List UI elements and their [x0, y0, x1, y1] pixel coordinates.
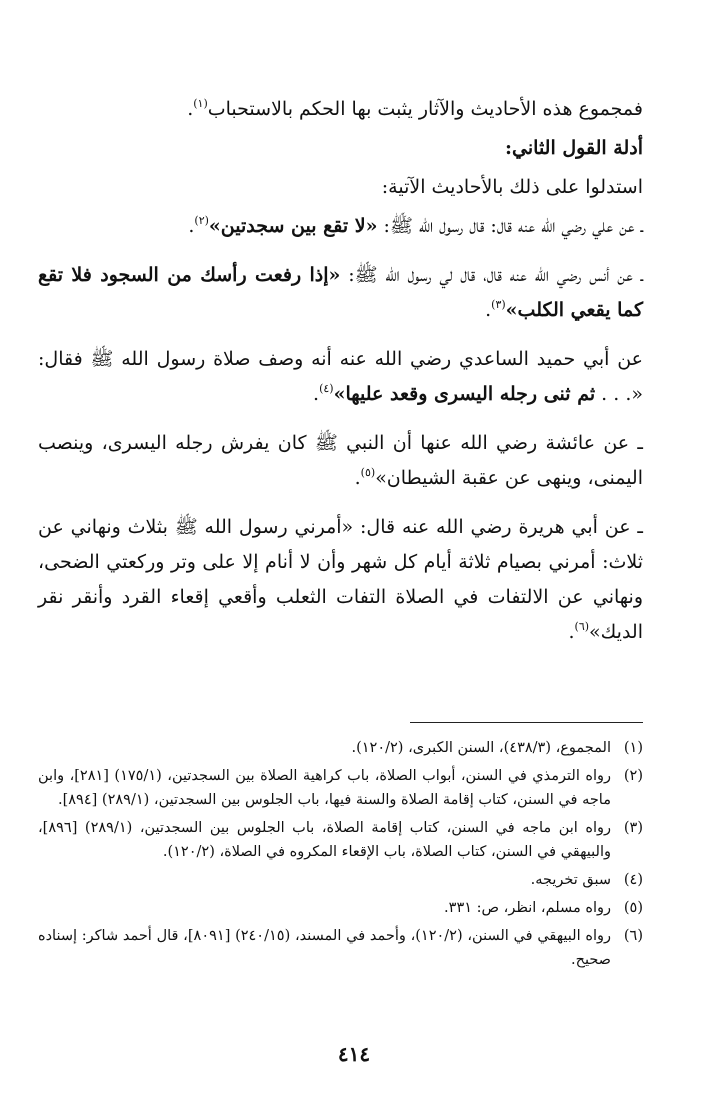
- footnote-ref-5: (٥): [360, 466, 376, 479]
- hadith-abu-hurayra: ـ عن أبي هريرة رضي الله عنه قال: «أمرني رسول الله ﷺ بثلاث ونهاني عن ثلاث: أمرني بصيام ثلاثة أيام كل شهر وأن لا أنام إلا على وتر وركعتي الضحى، ونهاني عن الالتفات في الصلاة التفات الثعلب وأقعي إقعاء القرد وأنقر نقر الديك»$^{(٦)}$.: [38, 516, 643, 643]
- hadith-aisha: ـ عن عائشة رضي الله عنها أن النبي ﷺ كان يفرش رجله اليسرى، وينصب اليمنى، وينهى عن عقبة الشيطان»$^{(٥)}$.: [38, 432, 643, 489]
- hadith-ali: ـ عن علي رضي الله عنه قال: قال رسول الله ﷺ: «لا تقع بين سجدتين»$^{(٢)}$.: [188, 214, 643, 237]
- footnote-item: (٤) سبق تخريجه.: [530, 872, 643, 888]
- main-text: [38, 92, 643, 664]
- footnote-item: (٥) رواه مسلم، انظر، ص: ٣٣١.: [444, 900, 643, 916]
- paragraph-conclusion: فمجموع هذه الأحاديث والآثار يثبت بها الحكم بالاستحباب$^{(١)}$.: [187, 97, 643, 120]
- footnote-item: (٣) رواه ابن ماجه في السنن، كتاب إقامة الصلاة، باب الجلوس بين السجدتين، (٢٨٩/١) [٨٩٦]، والبيهقي في السنن، كتاب الصلاة، باب الإقعاء المكروه في الصلاة، (١٢٠/٢).: [38, 820, 643, 860]
- hadith-abu-humaid: عن أبي حميد الساعدي رضي الله عنه أنه وصف صلاة رسول الله ﷺ فقال: «. . . ثم ثنى رجله اليسرى وقعد عليها»$^{(٤)}$.: [38, 348, 643, 405]
- paragraph-intro: استدلوا على ذلك بالأحاديث الآتية:: [381, 176, 643, 198]
- footnote-ref-2: (٢): [194, 214, 209, 227]
- page-number: ٤١٤: [337, 1042, 371, 1066]
- footnote-ref-1: (١): [193, 97, 208, 110]
- section-heading: أدلة القول الثاني:: [505, 137, 643, 159]
- footnote-ref-6: (٦): [574, 620, 590, 633]
- footnote-ref-4: (٤): [319, 382, 334, 395]
- footnotes: [38, 736, 643, 976]
- hadith-anas: ـ عن أنس رضي الله عنه قال، قال لي رسول الله ﷺ: «إذا رفعت رأسك من السجود فلا تقع كما يقعي الكلب»$^{(٣)}$.: [38, 264, 643, 321]
- footnote-item: (٢) رواه الترمذي في السنن، أبواب الصلاة، باب كراهية الصلاة بين السجدتين، (١٧٥/١) [٢٨١]، وابن ماجه في السنن، كتاب إقامة الصلاة والسنة فيها، باب الجلوس بين السجدتين، (٢٨٩/١) [٨٩٤].: [38, 768, 643, 808]
- footnote-ref-3: (٣): [491, 298, 506, 311]
- footnote-item: (١) المجموع، (٤٣٨/٣)، السنن الكبرى، (١٢٠/٢).: [351, 740, 643, 756]
- footnote-divider: [410, 722, 643, 723]
- footnote-item: (٦) رواه البيهقي في السنن، (١٢٠/٢)، وأحمد في المسند، (٢٤٠/١٥) [٨٠٩١]، قال أحمد شاكر: إسناده صحيح.: [38, 928, 643, 968]
